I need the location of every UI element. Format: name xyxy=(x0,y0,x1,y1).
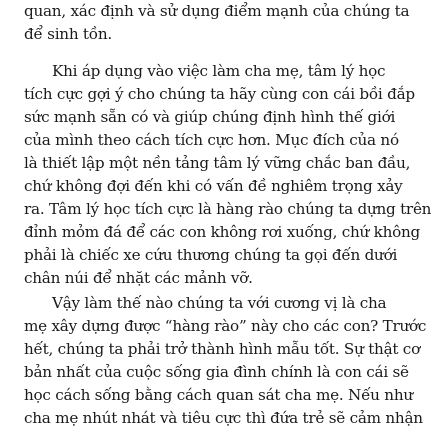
text-line-7: là thiết lập một nền tảng tâm lý vững chắc ban đầu, xyxy=(24,154,411,172)
text-line-9: ra. Tâm lý học tích cực là hàng rào chúng ta dựng trên xyxy=(24,200,431,218)
text-line-17: học cách sống bằng cách quan sát cha mẹ. Nếu như xyxy=(24,386,413,404)
text-line-3: Khi áp dụng vào việc làm cha mẹ, tâm lý học xyxy=(52,62,386,80)
text-line-10: đỉnh mỏm đá để các con không rơi xuống, chứ không xyxy=(24,223,421,241)
text-line-16: bản nhất của cuộc sống gia đình chính là con cái sẽ xyxy=(24,363,409,381)
text-line-11: phải là chiếc xe cứu thương chúng ta gọi đến dưới xyxy=(24,246,398,264)
text-line-4: tích cực gợi ý cho chúng ta hãy cùng con cái bồi đắp xyxy=(24,85,415,103)
text-line-13: Vậy làm thế nào chúng ta với cương vị là cha xyxy=(52,294,387,312)
text-line-2: để sinh tồn. xyxy=(24,25,112,43)
text-line-5: sức mạnh sẵn có và giúp chúng định hình thế giới xyxy=(24,108,396,126)
text-line-6: của mình theo cách tích cực hơn. Mục đích của nó xyxy=(24,131,399,149)
text-line-8: chứ không đợi đến khi có vấn đề nghiêm trọng xảy xyxy=(24,177,403,195)
text-line-1: quan, xác định và sử dụng điểm mạnh của chúng ta xyxy=(24,2,410,20)
text-line-12: chân núi để nhặt các mảnh vỡ. xyxy=(24,269,253,287)
text-line-18: cha mẹ nhút nhát và tiêu cực thì đứa trẻ sẽ cảm nhận xyxy=(24,409,423,427)
text-line-14: mẹ xây dựng được “hàng rào” này cho các con? Trước xyxy=(24,317,427,335)
text-line-15: hết, chúng ta phải trở thành hình mẫu tốt. Sự thật cơ xyxy=(24,340,420,358)
